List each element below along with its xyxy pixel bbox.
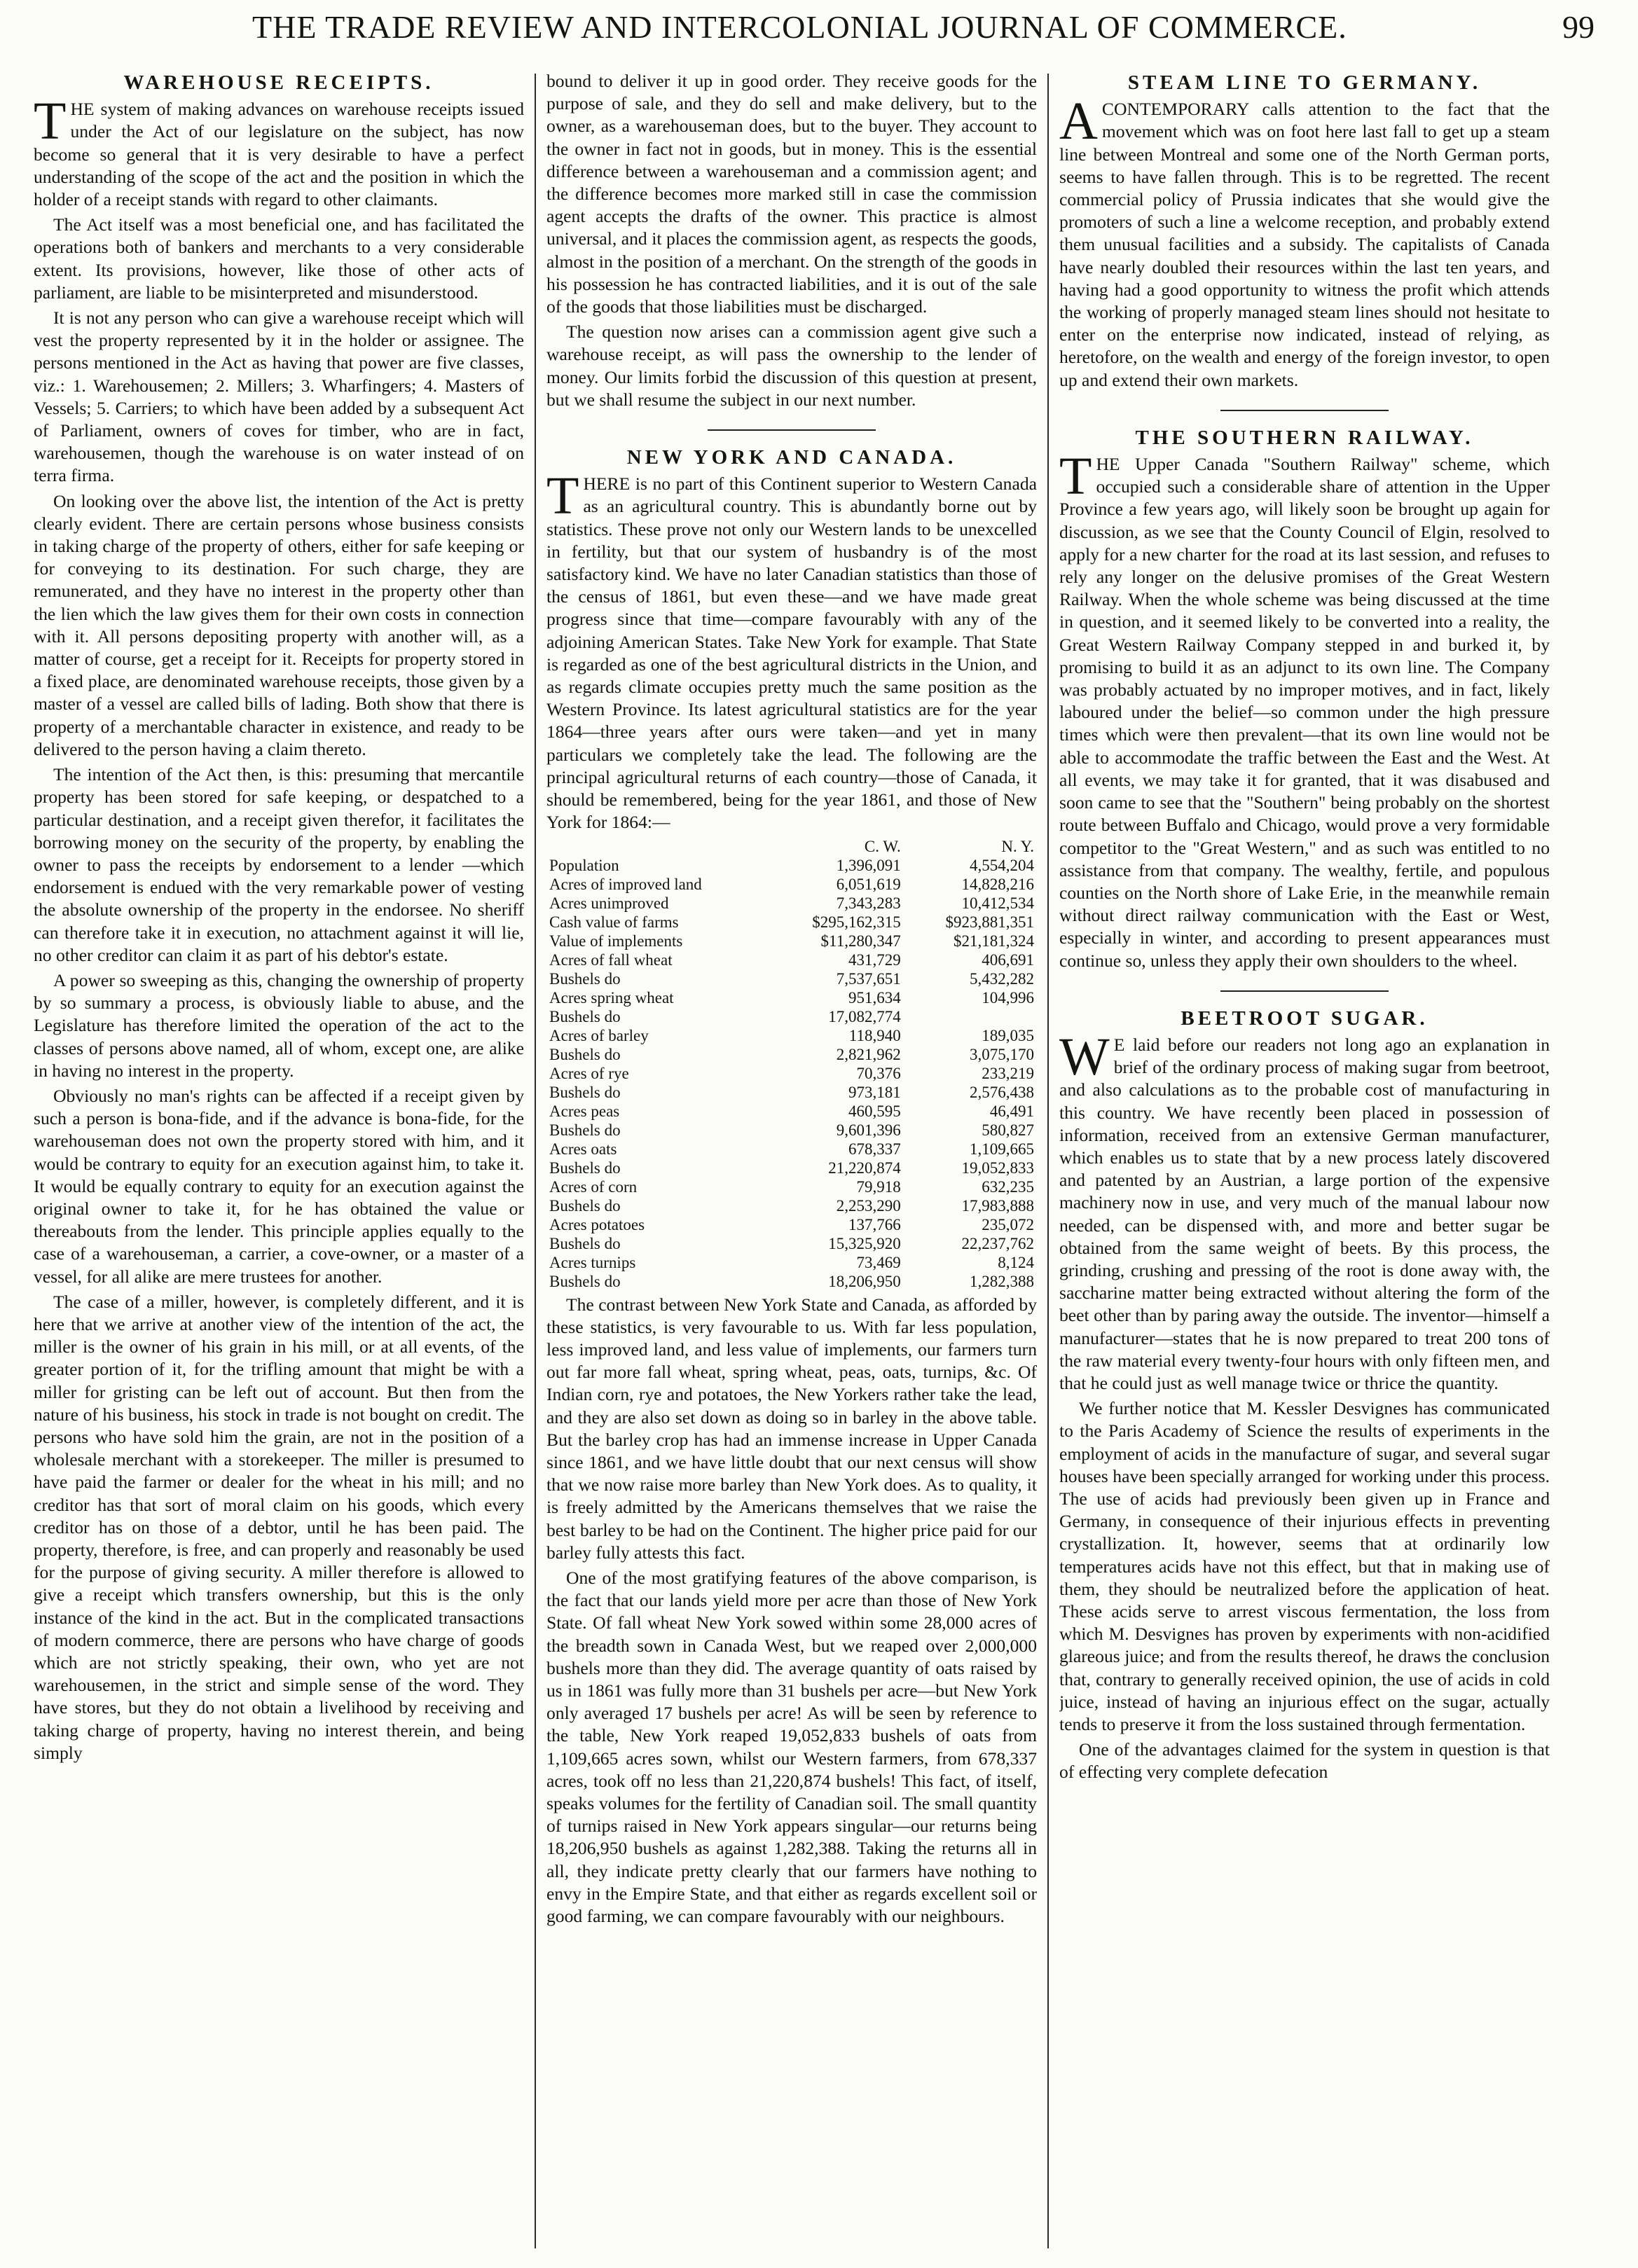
- new-york-value-cell: 4,554,204: [970, 856, 1034, 874]
- new-york-value-cell: 14,828,216: [961, 875, 1034, 893]
- canada-west-value-cell: 678,337: [848, 1140, 901, 1158]
- row-label-cell: Bushels do: [549, 1121, 621, 1139]
- article-paragraph: WE laid before our readers not long ago an explanation in brief of the ordinary process of making sugar from beetroot, and also calculations as to the probable cost of manufacturing in this country. We have recently been placed in possession of information, received from an extensive German manufacturer, which enables us to state that by a new process lately discovered and patented by an Austrian, a large portion of the expensive machinery now in use, and very much of the manual labour now needed, can be dispensed with, and more and better sugar be obtained from the same weight of beets. By this process, the grinding, crushing and pressing of the root is done away with, the saccharine matter being extracted without altering the form of the beet other than by paring away the outside. The inventor—himself a manufacturer—states that he is now prepared to treat 200 tons of the raw material every twenty-four hours with only fifteen men, and that he could just as well manage twice or thrice the quantity.: [1059, 1027, 1550, 1393]
- article-paragraph: The Act itself was a most beneficial one, and has facilitated the operations both of bankers and merchants to a very considerable extent. Its provisions, however, like those of other acts of parliament, are liable to be misinterpreted and misunderstood.: [34, 214, 524, 303]
- row-label-cell: Acres of fall wheat: [549, 950, 673, 969]
- canada-west-value-cell: 1,396,091: [836, 856, 901, 874]
- row-label-cell: Acres turnips: [549, 1253, 636, 1271]
- row-label-cell: Acres oats: [549, 1140, 617, 1158]
- warehouse-receipts-continued: [546, 70, 1037, 411]
- new-york-value-cell: 19,052,833: [961, 1159, 1034, 1177]
- table-header-cell: C. W.: [864, 837, 901, 855]
- row-label-cell: Bushels do: [549, 1045, 621, 1063]
- table-row: [546, 1102, 1037, 1121]
- column-rule-left: [535, 74, 536, 2248]
- new-york-value-cell: 632,235: [982, 1177, 1034, 1196]
- table-row: [546, 1026, 1037, 1045]
- table-row: [546, 1272, 1037, 1291]
- row-label-cell: Bushels do: [549, 1196, 621, 1215]
- article-paragraph: We further notice that M. Kessler Desvignes has communicated to the Paris Academy of Science the results of experiments in the employment of acids in the manufacture of sugar, and several sugar houses have been specially arranged for working under this process. The use of acids had previously been given up in France and Germany, in consequence of their injurious effects in preventing crystallization. It, however, seems that at ordinarily low temperatures acids have not this effect, but that in making use of them, they should be neutralized before the application of heat. These acids serve to arrest viscous fermentation, the loss from which M. Desvignes has proven by experiments with non-acidified glareous juice; and from the results thereof, he draws the conclusion that, contrary to generally received opinion, the use of acids in cold juice, instead of having an injurious effect on the sugar, actually tends to preserve it from the loss sustained through fermentation.: [1059, 1398, 1550, 1735]
- article-paragraph: THE Upper Canada "Southern Railway" scheme, which occupied such a considerable share of attention in the Upper Province a few years ago, will likely soon be brought up again for discussion, as we see that the County Council of Elgin, resolved to apply for a new charter for the road at its last session, and refuses to rely any longer on the delusive promises of the Great Western Railway. When the whole scheme was being discussed at the time in question, and it seemed likely to be converted into a reality, the Great Western Railway Company stepped in and burked it, by promising to build it as an adjunct to its own line. The Company was probably actuated by no improper motives, and in fact, likely laboured under the belief—so common under the high pressure times which were then prevalent—that its own line would not be able to accommodate the traffic between the East and the West. At all events, we may take it for granted, that it was disabused and soon came to see that the "Southern" being probably on the shortest route between Buffalo and Chicago, would prove a very formidable competitor to the "Great Western," and as such was entitled to no assistance from that company. The wealthy, fertile, and populous counties on the North shore of Lake Erie, in the meanwhile remain without direct railway communication with the East or West, especially in winter, and according to present appearances must continue so, unless they apply their own shoulders to the wheel.: [1059, 447, 1550, 971]
- new-york-value-cell: 2,576,438: [970, 1083, 1034, 1101]
- row-label-cell: Bushels do: [549, 1083, 621, 1101]
- table-row: [546, 856, 1037, 875]
- table-row: [546, 1196, 1037, 1215]
- article-paragraph: bound to deliver it up in good order. They receive goods for the purpose of sale, and they do sell and make delivery, but to the owner, as a warehouseman does, but to the buyer. They account to the owner in fact not in goods, but in money. This is the essential difference between a warehouseman and a commission agent; and the difference becomes more marked still in case the commission agent accepts the drafts of the owner. This practice is almost universal, and it places the commission agent, as respects the goods, almost in the position of a merchant. On the strength of the goods in his possession he has contracted liabilities, and it is out of the sale of the goods that those liabilities must be discharged.: [546, 71, 1037, 317]
- row-label-cell: Bushels do: [549, 1007, 621, 1025]
- canada-west-value-cell: 2,821,962: [836, 1045, 901, 1063]
- article-heading: STEAM LINE TO GERMANY.: [1127, 71, 1482, 94]
- new-york-value-cell: 8,124: [998, 1253, 1034, 1271]
- new-york-value-cell: [904, 1007, 1037, 1026]
- article-paragraph: The case of a miller, however, is completely different, and it is here that we arrive at another view of the intention of the act, the miller is the owner of his grain in his mill, or at all events, of the greater portion of it, for the trifling amount that might be with a miller for gristing can be left out of account. But then from the nature of his business, his stock in trade is not bought on credit. The persons who have sold him the grain, are not in the position of a wholesale merchant with a storekeeper. The miller is presumed to have paid the farmer or dealer for the wheat in his mill; and no creditor has that sort of moral claim on his goods, which every creditor has on those of a debtor, until he has been paid. The property, therefore, is free, and can properly and reasonably be used for the purpose of giving security. A miller therefore is allowed to give a receipt which transfers ownership, but this is the only instance of the kind in the act. But in the complicated transactions of modern commerce, there are persons who have charge of goods which are not strictly speaking, their own, who yet are not warehousemen, in the strict and simple sense of the word. They have stores, but they do not obtain a livelihood by receiving and taking charge of property, having no interest therein, and being simply: [34, 1291, 524, 1763]
- journal-title: THE TRADE REVIEW AND INTERCOLONIAL JOURNAL OF COMMERCE.: [252, 9, 1347, 45]
- new-york-value-cell: 104,996: [982, 988, 1034, 1007]
- article-heading: WAREHOUSE RECEIPTS.: [123, 71, 434, 94]
- article-paragraph: Obviously no man's rights can be affected if a receipt given by such a person is bona-fide, and if the advance is bona-fide, for the warehouseman does not own the property stored with him, and it would be contrary to equity for an execution against him, to take it. It would be equally contrary to equity for an execution against the original owner to take it, for he has obtained the value or thereabouts from the lender. This principle applies equally to the case of a warehouseman, a carrier, a cove-owner, or a master of a vessel, for all alike are mere trustees for another.: [34, 1085, 524, 1287]
- canada-west-value-cell: 7,343,283: [836, 894, 901, 912]
- article-heading: NEW YORK AND CANADA.: [626, 446, 957, 469]
- row-label-cell: Bushels do: [549, 1234, 621, 1252]
- new-york-value-cell: 580,827: [982, 1121, 1034, 1139]
- table-row: [546, 894, 1037, 913]
- column-two: [546, 70, 1037, 2255]
- article-paragraph: One of the advantages claimed for the system in question is that of effecting very complete defecation: [1059, 1739, 1550, 1783]
- new-york-value-cell: 1,282,388: [970, 1272, 1034, 1290]
- canada-west-value-cell: $11,280,347: [820, 932, 901, 950]
- article-paragraph: It is not any person who can give a warehouse receipt which will vest the property represented by it in the holder or assignee. The persons mentioned in the Act as having that power are five classes, viz.: 1. Warehousemen; 2. Millers; 3. Wharfingers; 4. Masters of Vessels; 5. Carriers; to which have been added by a subsequent Act of Parliament, owners of coves for timber, who are in fact, warehousemen, though the warehouse is on water instead of on terra firma.: [34, 307, 524, 486]
- new-york-value-cell: 235,072: [982, 1215, 1034, 1233]
- article-paragraph: On looking over the above list, the intention of the Act is pretty clearly evident. There are certain persons whose business consists in taking charge of the property of others, either for safe keeping or for conveying to its destination. For such charge, they are remunerated, and they have no interest in the property other than the lien which the law gives them for their own costs in connection with it. All persons depositing property with another will, as a matter of course, get a receipt for it. Receipts for property stored in a fixed place, are denominated warehouse receipts, those given by a master of a vessel are called bills of lading. Both show that there is property of a merchantable character in existence, and ready to be delivered to the person having a claim thereto.: [34, 490, 524, 759]
- table-row: [546, 1083, 1037, 1102]
- article-paragraph: The intention of the Act then, is this: presuming that mercantile property has been stored for safe keeping, or despatched to a particular destination, and a receipt given therefor, it facilitates the borrowing money on the security of the property, by enabling the owner to pass the receipts by endorsement to a lender —which endorsement is endued with the very remarkable power of vesting the absolute ownership of the property in the endorsee. No sheriff can therefore take it in execution, no attachment against it will lie, no other creditor can claim it as part of his debtor's estate.: [34, 764, 524, 965]
- section-divider: [1220, 990, 1389, 992]
- canada-west-value-cell: 118,940: [848, 1026, 901, 1044]
- row-label-cell: Acres of improved land: [549, 875, 702, 893]
- article-paragraph: THE system of making advances on warehouse receipts issued under the Act of our legislature on the subject, has now become so general that it is very desirable to have a perfect understanding of the scope of the act and the position in which the holder of a receipt stands with regard to other claimants.: [34, 92, 524, 210]
- table-row: [546, 1159, 1037, 1177]
- warehouse-receipts-article: [34, 71, 524, 1764]
- new-york-value-cell: 22,237,762: [961, 1234, 1034, 1252]
- page-number: 99: [1562, 9, 1595, 45]
- new-york-and-canada-article: [546, 446, 1037, 1928]
- row-label-cell: Population: [549, 856, 619, 874]
- table-row: [546, 969, 1037, 988]
- canada-west-value-cell: 18,206,950: [828, 1272, 901, 1290]
- article-paragraph: THERE is no part of this Continent superior to Western Canada as an agricultural country. This is abundantly borne out by statistics. These prove not only our Western lands to be unexcelled in fertility, but that our system of husbandry is of the most satisfactory kind. We have no later Canadian statistics than those of the census of 1861, but even these—and we have made great progress since that time—compare favourably with any of the adjoining American States. Take New York for example. That State is regarded as one of the best agricultural districts in the Union, and as regards climate occupies pretty much the same position as the Western Province. Its latest agricultural statistics are for the year 1864—three years after ours were taken—and yet in many particulars we completely take the lead. The following are the principal agricultural returns of each country—those of Canada, it should be remembered, being for the year 1861, and those of New York for 1864:—: [546, 466, 1037, 833]
- row-label-cell: Bushels do: [549, 1159, 621, 1177]
- canada-west-value-cell: 73,469: [856, 1253, 901, 1271]
- row-label-cell: Bushels do: [549, 969, 621, 988]
- beetroot-sugar-article: [1059, 1007, 1550, 1784]
- new-york-value-cell: $923,881,351: [945, 913, 1034, 931]
- article-heading: BEETROOT SUGAR.: [1181, 1007, 1429, 1030]
- column-three: [1059, 70, 1550, 2255]
- canada-west-value-cell: 9,601,396: [836, 1121, 901, 1139]
- row-label-cell: Value of implements: [549, 932, 683, 950]
- table-row: [546, 1215, 1037, 1234]
- article-paragraph: ACONTEMPORARY calls attention to the fact that the movement which was on foot here last fall to get up a steam line between Montreal and some one of the North German ports, seems to have fallen through. This is to be regretted. The recent commercial policy of Prussia indicates that she would give the promoters of such a line a welcome reception, and probably extend them unusual facilities and a subsidy. The capitalists of Canada have nearly doubled their resources within the last ten years, and having had a good opportunity to witness the profit which attends the working of properly managed steam lines should not hesitate to enter on the enterprise now indicated, instead of relying, as heretofore, on the wealth and energy of the foreign investor, to open up and extend their own markets.: [1059, 92, 1550, 390]
- section-divider: [1220, 410, 1389, 411]
- steam-line-article: [1059, 71, 1550, 392]
- canada-west-value-cell: 6,051,619: [836, 875, 901, 893]
- article-heading: THE SOUTHERN RAILWAY.: [1135, 426, 1474, 449]
- new-york-value-cell: 406,691: [982, 950, 1034, 969]
- table-row: [546, 875, 1037, 894]
- new-york-value-cell: 17,983,888: [961, 1196, 1034, 1215]
- row-label-cell: Acres of corn: [549, 1177, 638, 1196]
- table-header-cell: [546, 837, 770, 856]
- new-york-value-cell: 233,219: [982, 1064, 1034, 1082]
- article-paragraph: A power so sweeping as this, changing the ownership of property by so summary a process, is obviously liable to abuse, and the Legislature has therefore limited the operation of the act to the classes of persons above named, all of whom, except one, are alike in having no interest in the property.: [34, 969, 524, 1081]
- table-row: [546, 1177, 1037, 1196]
- table-header-row: [546, 837, 1037, 856]
- canada-west-value-cell: 21,220,874: [828, 1159, 901, 1177]
- table-row: [546, 913, 1037, 932]
- article-paragraph: One of the most gratifying features of the above comparison, is the fact that our lands yield more per acre than those of New York State. Of fall wheat New York sowed within some 28,000 acres of the breadth sown in Canada West, but we reaped over 2,000,000 bushels more than they did. The average quantity of oats raised by us in 1861 was fully more than 31 bushels per acre—but New York only averaged 17 bushels per acre! As will be seen by reference to the table, New York reaped 19,052,833 bushels of oats from 1,109,665 acres sown, whilst our Western farmers, from 678,337 acres, took off no less than 21,220,874 bushels! This fact, of itself, speaks volumes for the fertility of Canadian soil. The small quantity of turnips raised in New York appears singular—our returns being 18,206,950 bushels as against 1,282,388. Taking the returns all in all, they indicate pretty clearly that our farmers have nothing to envy in the Empire State, and that either as regards excellent soil or good farming, we can compare favourably with our neighbours.: [546, 1567, 1037, 1926]
- canada-west-value-cell: 15,325,920: [828, 1234, 901, 1252]
- new-york-value-cell: 3,075,170: [970, 1045, 1034, 1063]
- column-one: [34, 70, 524, 2255]
- table-row: [546, 988, 1037, 1007]
- canada-west-value-cell: $295,162,315: [812, 913, 901, 931]
- row-label-cell: Cash value of farms: [549, 913, 679, 931]
- article-paragraph: The contrast between New York State and Canada, as afforded by these statistics, is very favourable to us. With far less population, less improved land, and less value of implements, our farmers turn out far more fall wheat, spring wheat, peas, oats, turnips, &c. Of Indian corn, rye and potatoes, the New Yorkers rather take the lead, and they are also set down as doing so in barley in the above table. But the barley crop has had an immense increase in Upper Canada since 1861, and we have little doubt that our next census will show that we now raise more barley than New York does. As to quality, it is freely admitted by the Americans themselves that we raise the best barley to be had on the Continent. The higher price paid for our barley fully attests this fact.: [546, 1294, 1037, 1563]
- new-york-value-cell: $21,181,324: [954, 932, 1034, 950]
- table-row: [546, 1045, 1037, 1064]
- canada-west-value-cell: 431,729: [848, 950, 901, 969]
- table-row: [546, 1140, 1037, 1159]
- column-rule-right: [1047, 74, 1049, 2248]
- table-row: [546, 1234, 1037, 1253]
- row-label-cell: Acres spring wheat: [549, 988, 674, 1007]
- canada-west-value-cell: 973,181: [848, 1083, 901, 1101]
- page-header: [0, 0, 1638, 64]
- section-divider: [708, 429, 876, 431]
- row-label-cell: Acres of rye: [549, 1064, 629, 1082]
- canada-west-value-cell: 7,537,651: [836, 969, 901, 988]
- table-row: [546, 1253, 1037, 1272]
- canada-west-value-cell: 951,634: [848, 988, 901, 1007]
- canada-west-value-cell: 460,595: [848, 1102, 901, 1120]
- article-paragraph: The question now arises can a commission agent give such a warehouse receipt, as will pass the ownership to the lender of money. Our limits forbid the discussion of this question at present, but we shall resume the subject in our next number.: [546, 321, 1037, 410]
- row-label-cell: Acres unimproved: [549, 894, 669, 912]
- row-label-cell: Acres potatoes: [549, 1215, 645, 1233]
- canada-west-value-cell: 2,253,290: [836, 1196, 901, 1215]
- table-row: [546, 1007, 1037, 1026]
- new-york-value-cell: 1,109,665: [970, 1140, 1034, 1158]
- row-label-cell: Acres peas: [549, 1102, 620, 1120]
- agricultural-returns-table: [546, 837, 1037, 1291]
- table-header-cell: N. Y.: [1001, 837, 1034, 855]
- table-row: [546, 1064, 1037, 1083]
- row-label-cell: Bushels do: [549, 1272, 621, 1290]
- southern-railway-article: [1059, 427, 1550, 972]
- canada-west-value-cell: 137,766: [848, 1215, 901, 1233]
- new-york-value-cell: 46,491: [989, 1102, 1034, 1120]
- table-row: [546, 932, 1037, 950]
- table-body: [546, 856, 1037, 1291]
- table-row: [546, 1121, 1037, 1140]
- new-york-value-cell: 189,035: [982, 1026, 1034, 1044]
- canada-west-value-cell: 17,082,774: [828, 1007, 901, 1025]
- canada-west-value-cell: 79,918: [856, 1177, 901, 1196]
- canada-west-value-cell: 70,376: [856, 1064, 901, 1082]
- new-york-value-cell: 5,432,282: [970, 969, 1034, 988]
- new-york-value-cell: 10,412,534: [961, 894, 1034, 912]
- table-row: [546, 950, 1037, 969]
- row-label-cell: Acres of barley: [549, 1026, 649, 1044]
